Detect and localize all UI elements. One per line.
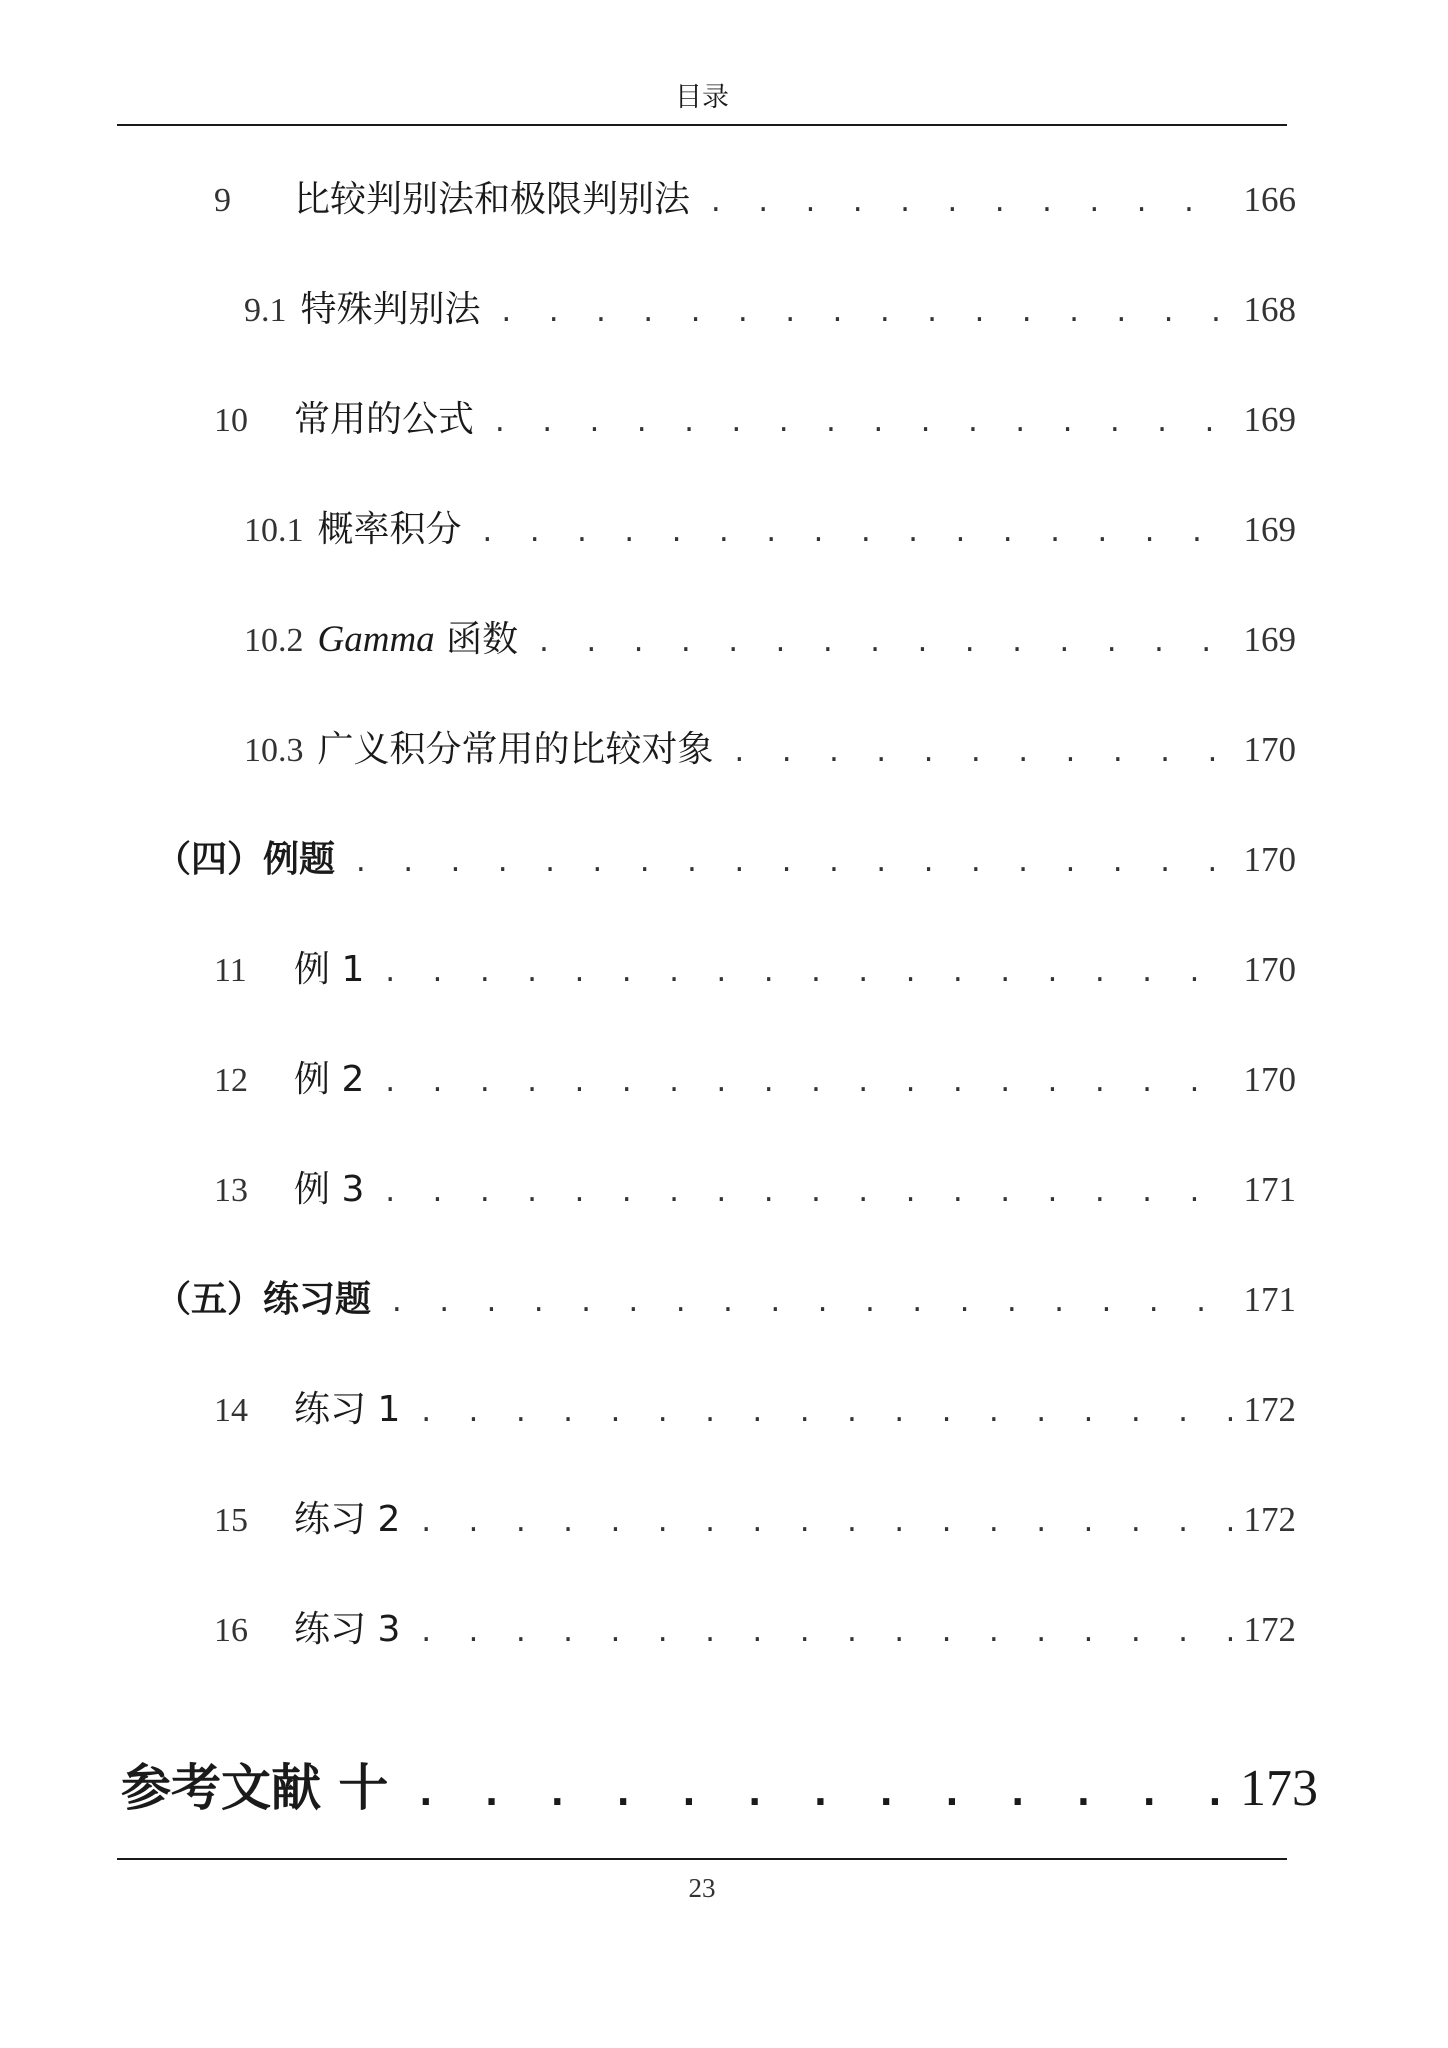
section-title-rest: 函数 [446, 619, 519, 660]
page-number: 168 [1243, 290, 1296, 329]
toc-entry[interactable] [0, 720, 1448, 780]
section-title: 比较判别法和极限判别法 [294, 179, 691, 220]
dot-leader [382, 1163, 1231, 1223]
toc-entry[interactable] [0, 1270, 1448, 1330]
toc-entry[interactable] [0, 940, 1448, 1000]
dot-leader [499, 283, 1232, 343]
section-number: 12 [214, 1062, 248, 1099]
section-title: 练习 3 [294, 1609, 401, 1650]
section-number: 10.2 [244, 622, 304, 659]
page-number: 169 [1243, 400, 1296, 439]
dot-leader [382, 1053, 1231, 1113]
toc-entry[interactable] [0, 280, 1448, 340]
section-title: 特殊判别法 [300, 289, 481, 330]
toc-entry[interactable] [0, 390, 1448, 450]
page-number: 170 [1243, 840, 1296, 879]
section-number: 11 [214, 952, 247, 989]
page-number: 166 [1243, 180, 1296, 219]
dot-leader [536, 613, 1231, 673]
toc-entry[interactable] [0, 1380, 1448, 1440]
section-number: 9 [214, 182, 231, 219]
page-number: 169 [1243, 620, 1296, 659]
toc-entry[interactable] [0, 1600, 1448, 1660]
page-number: 171 [1243, 1280, 1296, 1319]
toc-entry[interactable] [0, 1160, 1448, 1220]
dot-leader [418, 1493, 1231, 1553]
section-number: 14 [214, 1392, 248, 1429]
section-number: 16 [214, 1612, 248, 1649]
page-number: 172 [1243, 1390, 1296, 1429]
footer-page-number: 23 [688, 1873, 716, 1903]
page-number: 173 [1240, 1760, 1318, 1817]
toc-entry[interactable] [0, 170, 1448, 230]
part-title: （四）例题 [155, 839, 336, 880]
section-title [318, 610, 519, 670]
page-number: 172 [1243, 1500, 1296, 1539]
toc-entry-chapter[interactable] [0, 1748, 1448, 1828]
dot-leader [414, 1752, 1228, 1832]
section-title: 练习 1 [294, 1389, 401, 1430]
dot-leader [418, 1383, 1231, 1443]
footer-rule [117, 1858, 1287, 1860]
dot-leader [389, 1273, 1231, 1333]
chapter-title: 参考文献 十 [121, 1759, 389, 1817]
section-title: 概率积分 [317, 509, 462, 550]
page-number: 169 [1243, 510, 1296, 549]
page-number: 170 [1243, 730, 1296, 769]
section-number: 15 [214, 1502, 248, 1539]
dot-leader [418, 1603, 1231, 1663]
section-number: 10 [214, 402, 248, 439]
section-title: 例 1 [294, 949, 365, 990]
dot-leader [353, 833, 1231, 893]
dot-leader [708, 173, 1231, 233]
section-title: 常用的公式 [294, 399, 475, 440]
section-title: 练习 2 [294, 1499, 401, 1540]
page-number: 172 [1243, 1610, 1296, 1649]
dot-leader [492, 393, 1231, 453]
section-title-italic: Gamma [317, 619, 435, 660]
section-title: 例 3 [294, 1169, 365, 1210]
toc-entry[interactable] [0, 610, 1448, 670]
toc-entry[interactable] [0, 1050, 1448, 1110]
toc-entry[interactable] [0, 830, 1448, 890]
toc-entry[interactable] [0, 500, 1448, 560]
dot-leader [732, 723, 1232, 783]
section-number: 10.1 [244, 512, 304, 549]
page-number: 170 [1243, 1060, 1296, 1099]
running-header: 目录 [675, 82, 729, 113]
section-title: 例 2 [294, 1059, 365, 1100]
page-number: 170 [1243, 950, 1296, 989]
dot-leader [382, 943, 1231, 1003]
toc-entry[interactable] [0, 1490, 1448, 1550]
header-rule [117, 124, 1287, 126]
part-title: （五）练习题 [155, 1279, 372, 1320]
page-number: 171 [1243, 1170, 1296, 1209]
section-title: 广义积分常用的比较对象 [317, 729, 714, 770]
dot-leader [480, 503, 1232, 563]
section-number: 13 [214, 1172, 248, 1209]
section-number: 10.3 [244, 732, 304, 769]
section-number: 9.1 [244, 292, 287, 329]
